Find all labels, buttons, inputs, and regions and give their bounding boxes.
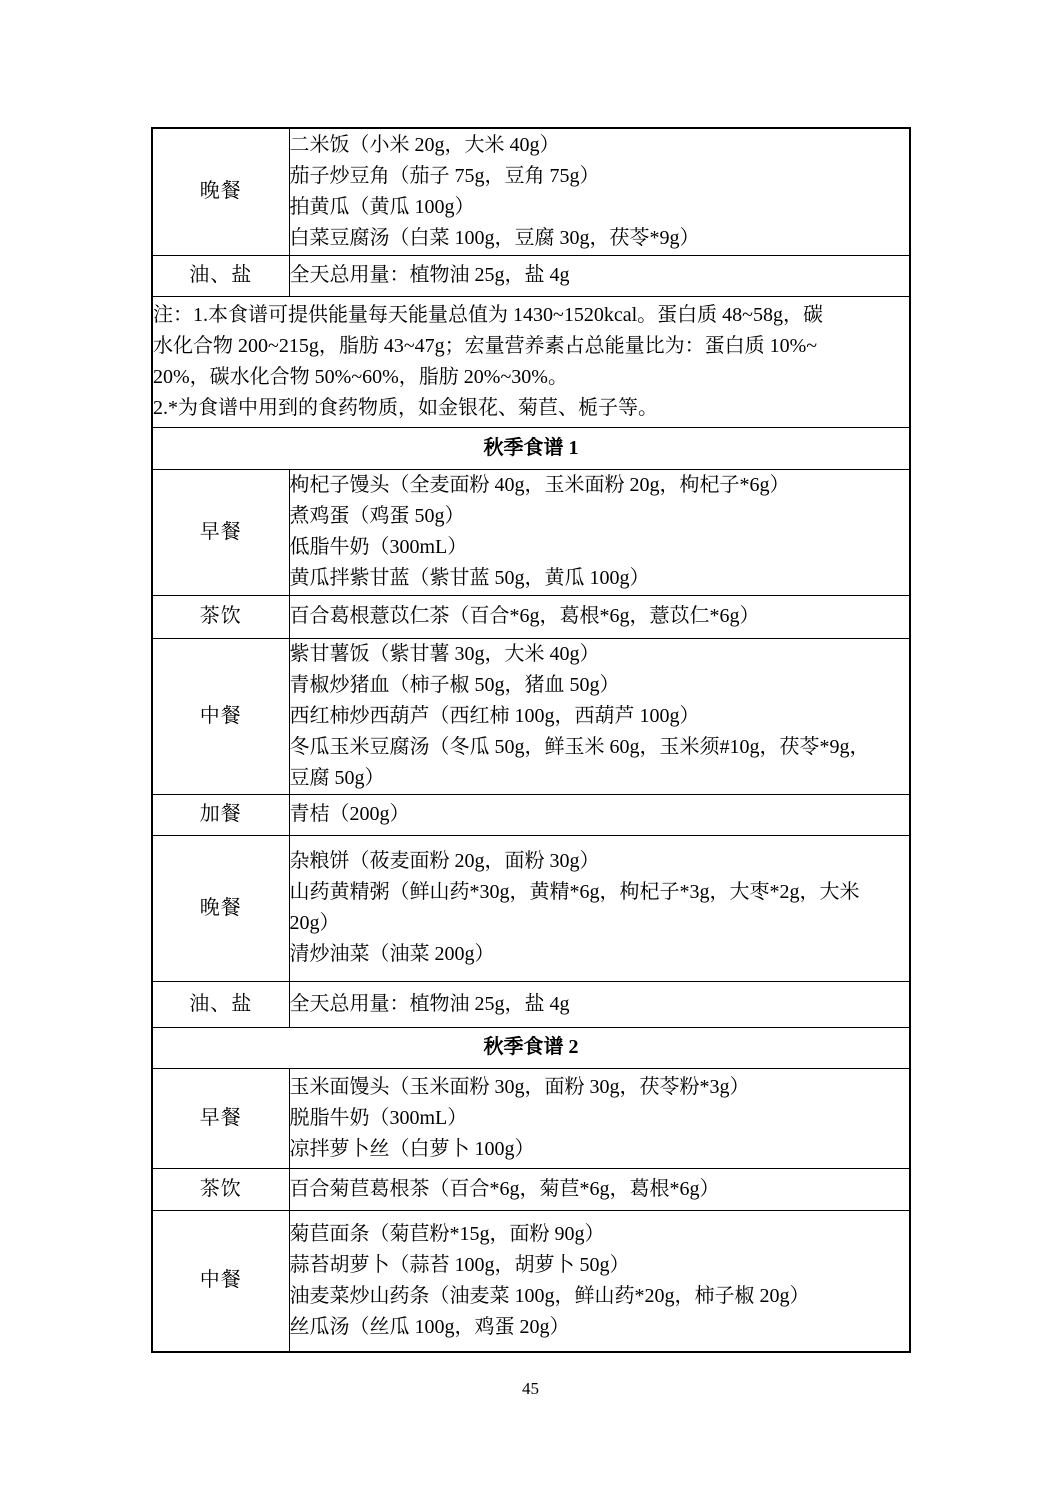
- meal-row-tea: [152, 1168, 910, 1210]
- meal-label: 中餐: [152, 638, 289, 794]
- meal-content: [289, 981, 910, 1027]
- dish-line: 冬瓜玉米豆腐汤（冬瓜 50g，鲜玉米 60g，玉米须#10g，茯苓*9g，: [289, 735, 870, 758]
- meal-label: 早餐: [152, 469, 289, 595]
- meal-label: 油、盐: [152, 255, 289, 296]
- note-line: 2.*为食谱中用到的食药物质，如金银花、菊苣、栀子等。: [153, 396, 658, 419]
- meal-row-tea: [152, 595, 910, 638]
- notes-row: [152, 296, 910, 427]
- dish-line: 20g）: [289, 912, 340, 934]
- dish-line: 白菜豆腐汤（白菜 100g，豆腐 30g，茯苓*9g）: [289, 226, 700, 249]
- meal-content: [289, 255, 910, 296]
- meal-content: [289, 835, 910, 981]
- note-line: 注：1.本食谱可提供能量每天能量总值为 1430~1520kcal。蛋白质 48~58g，碳: [153, 303, 823, 326]
- meal-content: [289, 1168, 910, 1210]
- section-header-row-autumn-1: [152, 427, 910, 469]
- meal-row-lunch: [152, 638, 910, 794]
- note-line: 水化合物 200~215g，脂肪 43~47g；宏量营养素占总能量比为：蛋白质 10%~: [153, 334, 818, 357]
- dish-line: 山药黄精粥（鲜山药*30g，黄精*6g，枸杞子*3g，大枣*2g，大米: [289, 881, 860, 903]
- dish-line: 豆腐 50g）: [289, 766, 385, 789]
- dish-line: 紫甘薯饭（紫甘薯 30g，大米 40g）: [289, 642, 600, 665]
- dish-line: 拍黄瓜（黄瓜 100g）: [289, 195, 475, 218]
- dish-line: 黄瓜拌紫甘蓝（紫甘蓝 50g，黄瓜 100g）: [289, 567, 650, 589]
- dish-line: 丝瓜汤（丝瓜 100g，鸡蛋 20g）: [289, 1315, 570, 1338]
- dish-line: 百合菊苣葛根茶（百合*6g，菊苣*6g，葛根*6g）: [289, 1177, 720, 1200]
- meal-content: [289, 1210, 910, 1352]
- dish-line: 青桔（200g）: [289, 803, 410, 825]
- meal-label: 油、盐: [152, 981, 289, 1027]
- dish-line: 玉米面馒头（玉米面粉 30g，面粉 30g，茯苓粉*3g）: [289, 1075, 750, 1098]
- dish-line: 西红柿炒西葫芦（西红柿 100g，西葫芦 100g）: [289, 704, 700, 727]
- dish-line: 茄子炒豆角（茄子 75g，豆角 75g）: [289, 164, 600, 187]
- dish-line: 煮鸡蛋（鸡蛋 50g）: [289, 505, 465, 527]
- dish-line: 青椒炒猪血（柿子椒 50g，猪血 50g）: [289, 673, 620, 696]
- dish-line: 全天总用量：植物油 25g，盐 4g: [289, 992, 570, 1015]
- meal-content: [289, 794, 910, 835]
- note-line: 20%，碳水化合物 50%~60%，脂肪 20%~30%。: [153, 365, 568, 388]
- diet-menu-table-container: [151, 127, 910, 1353]
- notes-cell: [152, 296, 910, 427]
- meal-row-oil-salt: [152, 255, 910, 296]
- dish-line: 百合葛根薏苡仁茶（百合*6g，葛根*6g，薏苡仁*6g）: [289, 605, 760, 627]
- meal-row-lunch: [152, 1210, 910, 1352]
- dish-line: 低脂牛奶（300mL）: [289, 536, 468, 558]
- dish-line: 蒜苔胡萝卜（蒜苔 100g，胡萝卜 50g）: [289, 1253, 630, 1276]
- dish-line: 脱脂牛奶（300mL）: [289, 1106, 468, 1129]
- meal-label: 茶饮: [152, 1168, 289, 1210]
- meal-label: 晚餐: [152, 835, 289, 981]
- meal-row-dinner: [152, 128, 910, 255]
- meal-content: [289, 595, 910, 638]
- meal-content: [289, 469, 910, 595]
- section-header-title: 秋季食谱 1: [152, 427, 910, 469]
- meal-content: [289, 638, 910, 794]
- section-header-title: 秋季食谱 2: [152, 1027, 910, 1068]
- meal-label: 晚餐: [152, 128, 289, 255]
- section-header-row-autumn-2: [152, 1027, 910, 1068]
- dish-line: 油麦菜炒山药条（油麦菜 100g，鲜山药*20g，柿子椒 20g）: [289, 1284, 810, 1307]
- dish-line: 枸杞子馒头（全麦面粉 40g，玉米面粉 20g，枸杞子*6g）: [289, 474, 790, 496]
- meal-row-snack: [152, 794, 910, 835]
- meal-content: [289, 1068, 910, 1168]
- dish-line: 杂粮饼（莜麦面粉 20g，面粉 30g）: [289, 850, 600, 872]
- meal-row-oil-salt: [152, 981, 910, 1027]
- dish-line: 二米饭（小米 20g，大米 40g）: [289, 133, 560, 156]
- dish-line: 清炒油菜（油菜 200g）: [289, 943, 495, 965]
- meal-content: [289, 128, 910, 255]
- meal-label: 早餐: [152, 1068, 289, 1168]
- meal-label: 茶饮: [152, 595, 289, 638]
- meal-row-breakfast: [152, 1068, 910, 1168]
- meal-row-dinner: [152, 835, 910, 981]
- dish-line: 菊苣面条（菊苣粉*15g，面粉 90g）: [289, 1222, 605, 1245]
- page-number: 45: [522, 1379, 539, 1398]
- dish-line: 凉拌萝卜丝（白萝卜 100g）: [289, 1137, 535, 1160]
- meal-row-breakfast: [152, 469, 910, 595]
- meal-label: 加餐: [152, 794, 289, 835]
- dish-line: 全天总用量：植物油 25g，盐 4g: [289, 264, 570, 286]
- meal-label: 中餐: [152, 1210, 289, 1352]
- diet-menu-table: [151, 127, 911, 1353]
